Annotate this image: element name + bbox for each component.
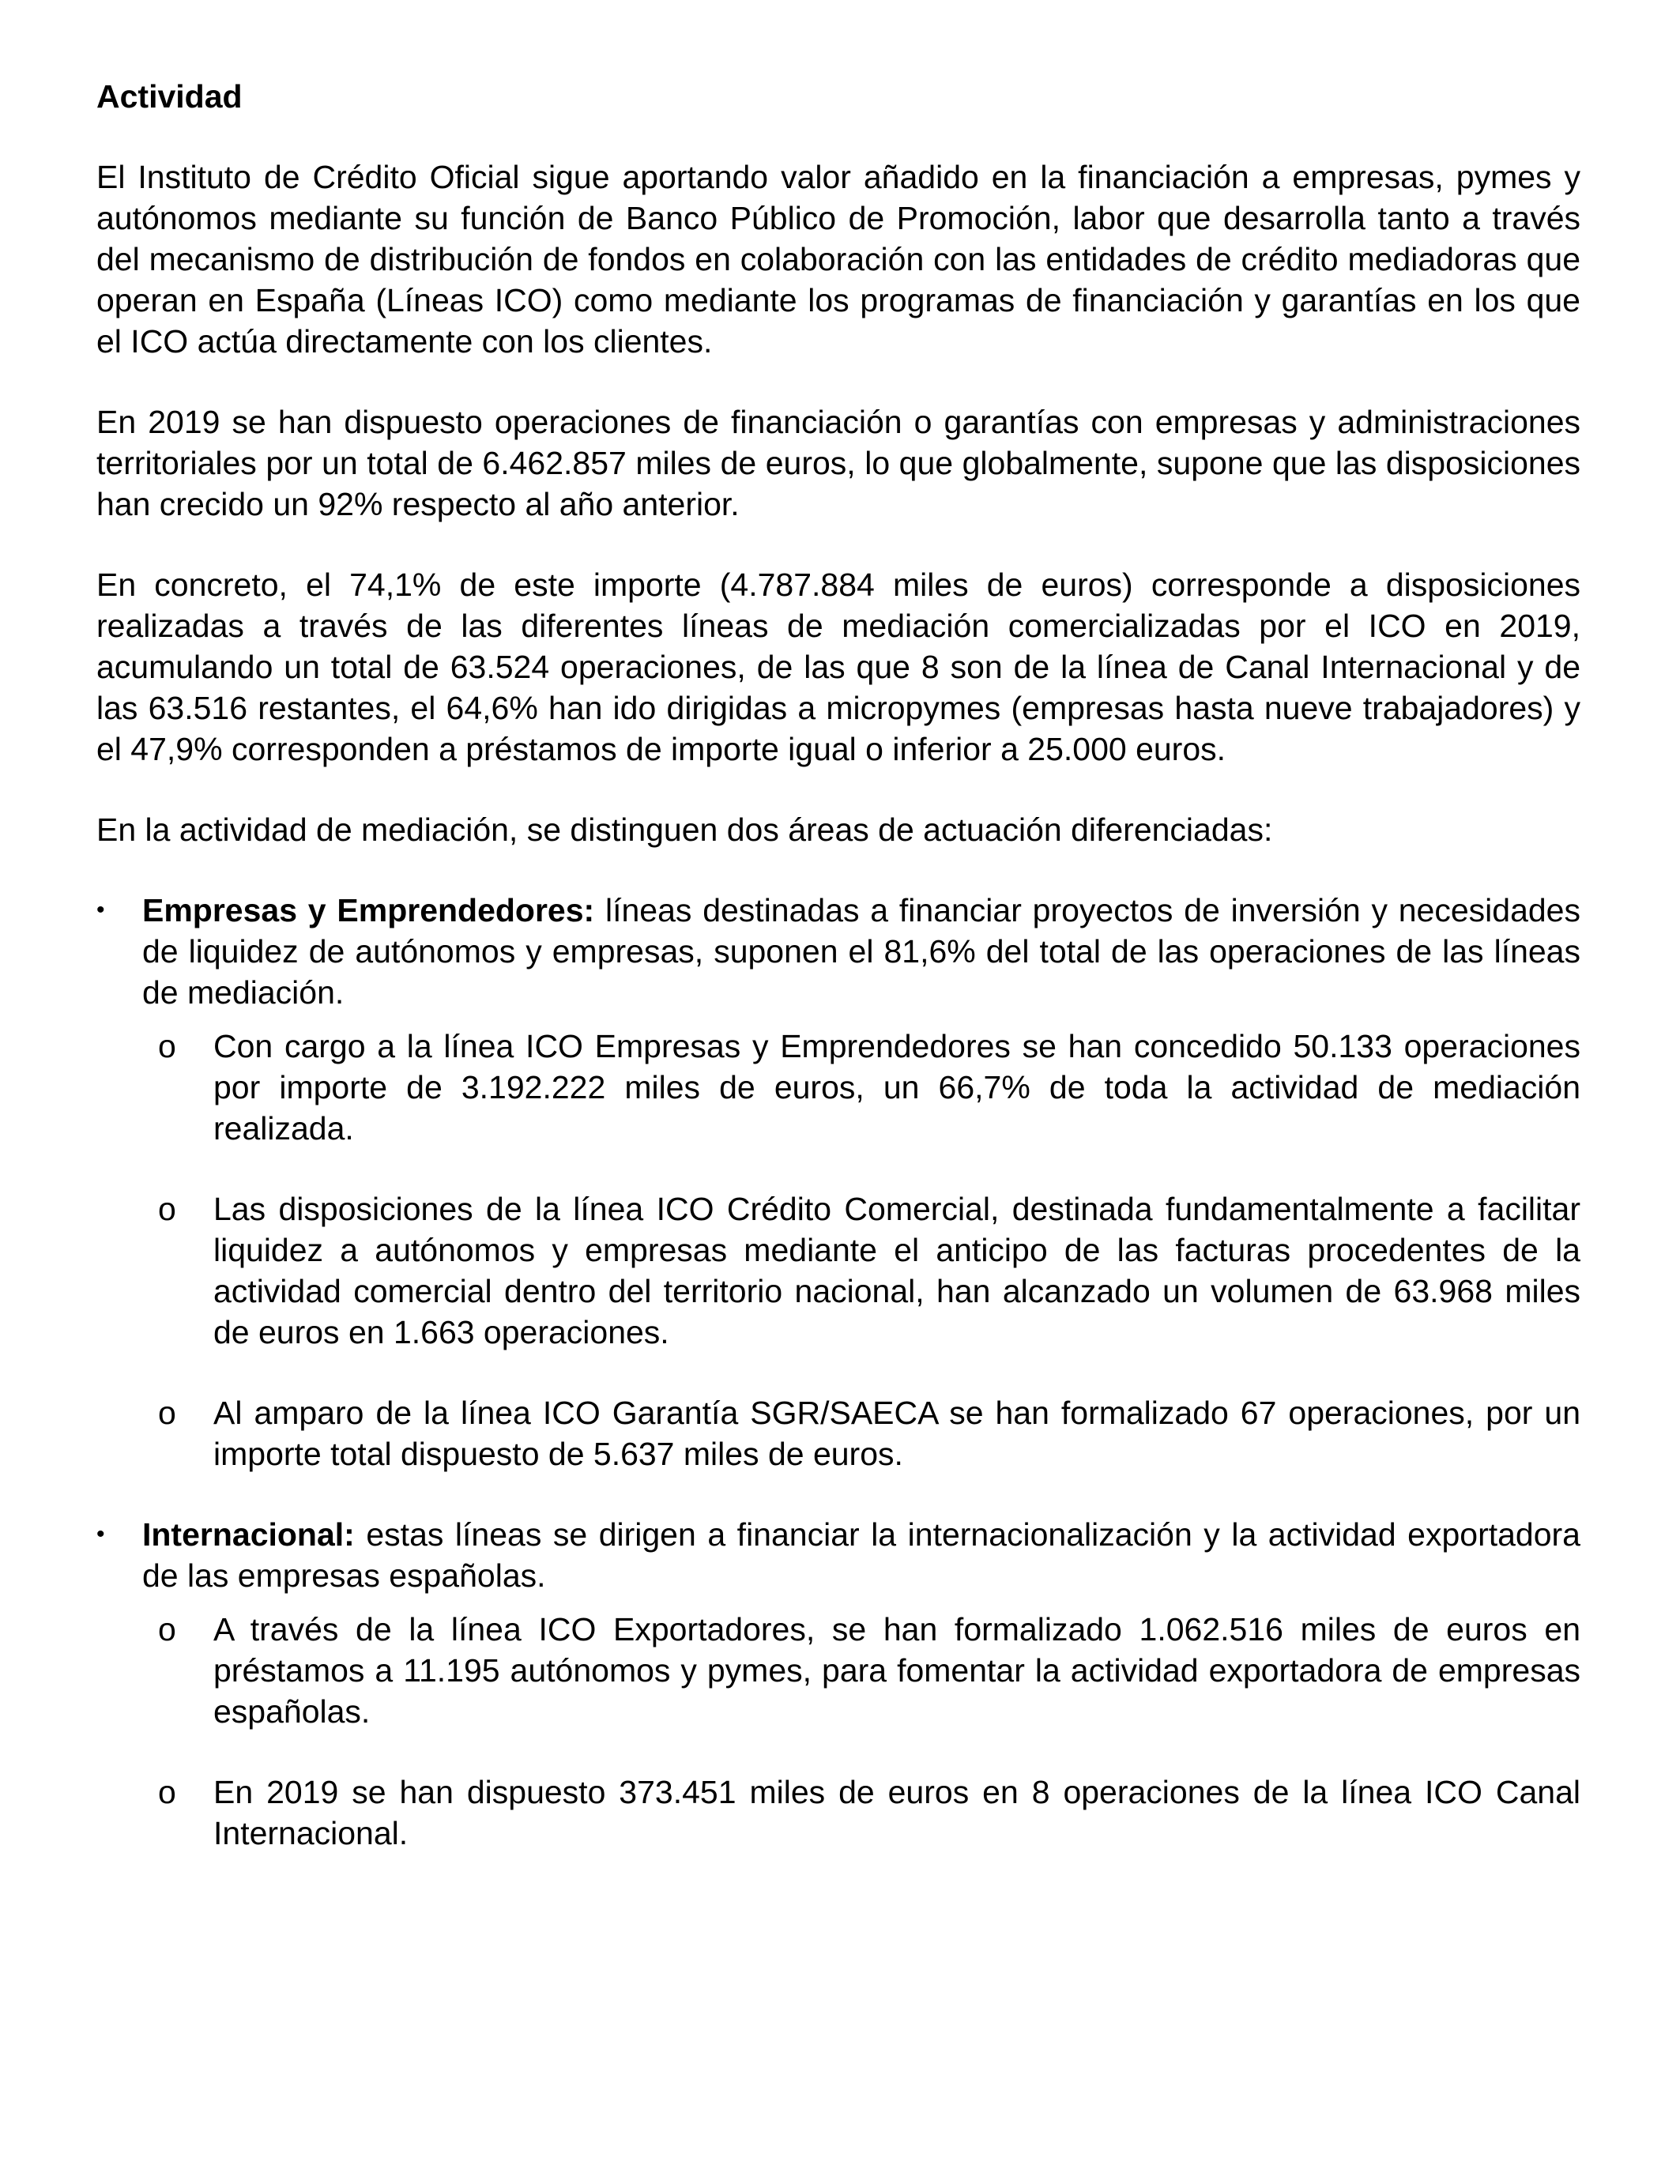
bullet-icon: • (96, 1521, 105, 1547)
paragraph-mediation-detail: En concreto, el 74,1% de este importe (4.787.884 miles de euros) corresponde a disposiciones realizadas a través de las diferentes líneas de mediación comercializadas por el ICO en 2019, acumulando un total de 63.524 operaciones, de las que 8 son de la línea de Canal Internacional y de las 63.516 restantes, el 64,6% han ido dirigidas a micropymes (empresas hasta nueve trabajadores) y el 47,9% corresponden a préstamos de importe igual o inferior a 25.000 euros. (96, 567, 1580, 767)
area-item-internacional (96, 1514, 1580, 1854)
sublist-item (142, 1609, 1580, 1732)
area-description (142, 1514, 1580, 1596)
area-item-empresas (96, 890, 1580, 1474)
sub-bullet-icon: o (158, 1774, 176, 1810)
sublist-item (142, 1026, 1580, 1149)
section-heading: Actividad (96, 78, 243, 115)
paragraph-intro: El Instituto de Crédito Oficial sigue aportando valor añadido en la financiación a empresas, pymes y autónomos mediante su función de Banco Público de Promoción, labor que desarrolla tanto a través del mecanismo de distribución de fondos en colaboración con las entidades de crédito mediadoras que operan en España (Líneas ICO) como mediante los programas de financiación y garantías en los que el ICO actúa directamente con los clientes. (96, 159, 1580, 360)
area-description (142, 890, 1580, 1013)
sublist-item-text: Al amparo de la línea ICO Garantía SGR/SAECA se han formalizado 67 operaciones, por un importe total dispuesto de 5.637 miles de euros. (213, 1395, 1580, 1472)
area-sublist (142, 1026, 1580, 1474)
sublist-item-text: A través de la línea ICO Exportadores, se han formalizado 1.062.516 miles de euros en préstamos a 11.195 autónomos y pymes, para fomentar la actividad exportadora de empresas españolas. (213, 1611, 1580, 1730)
sublist-item-text: Con cargo a la línea ICO Empresas y Emprendedores se han concedido 50.133 operaciones por importe de 3.192.222 miles de euros, un 66,7% de toda la actividad de mediación realizada. (213, 1028, 1580, 1147)
sub-bullet-icon: o (158, 1191, 176, 1227)
area-text: líneas destinadas a financiar proyectos de inversión y necesidades de liquidez de autónomos y empresas, suponen el 81,6% del total de las operaciones de las líneas de mediación. (142, 892, 1580, 1011)
sub-bullet-icon: o (158, 1395, 176, 1431)
area-text: estas líneas se dirigen a financiar la internacionalización y la actividad exportadora de las empresas españolas. (142, 1516, 1580, 1594)
sublist-item (142, 1188, 1580, 1353)
sublist-item (142, 1772, 1580, 1854)
paragraph-areas-intro: En la actividad de mediación, se distinguen dos áreas de actuación diferenciadas: (96, 811, 1273, 848)
area-title: Internacional: (142, 1516, 355, 1553)
area-title: Empresas y Emprendedores: (142, 892, 595, 928)
areas-list (96, 890, 1580, 1854)
sublist-item (142, 1392, 1580, 1474)
sub-bullet-icon: o (158, 1028, 176, 1064)
area-sublist (142, 1609, 1580, 1854)
bullet-icon: • (96, 897, 105, 923)
sublist-item-text: Las disposiciones de la línea ICO Crédito Comercial, destinada fundamentalmente a facilitar liquidez a autónomos y empresas mediante el anticipo de las facturas procedentes de la actividad comercial dentro del territorio nacional, han alcanzado un volumen de 63.968 miles de euros en 1.663 operaciones. (213, 1191, 1580, 1350)
paragraph-2019-total: En 2019 se han dispuesto operaciones de financiación o garantías con empresas y administraciones territoriales por un total de 6.462.857 miles de euros, lo que globalmente, supone que las disposiciones han crecido un 92% respecto al año anterior. (96, 404, 1580, 522)
document-page (96, 76, 1580, 1893)
sublist-item-text: En 2019 se han dispuesto 373.451 miles de euros en 8 operaciones de la línea ICO Canal Internacional. (213, 1774, 1580, 1851)
sub-bullet-icon: o (158, 1611, 176, 1647)
